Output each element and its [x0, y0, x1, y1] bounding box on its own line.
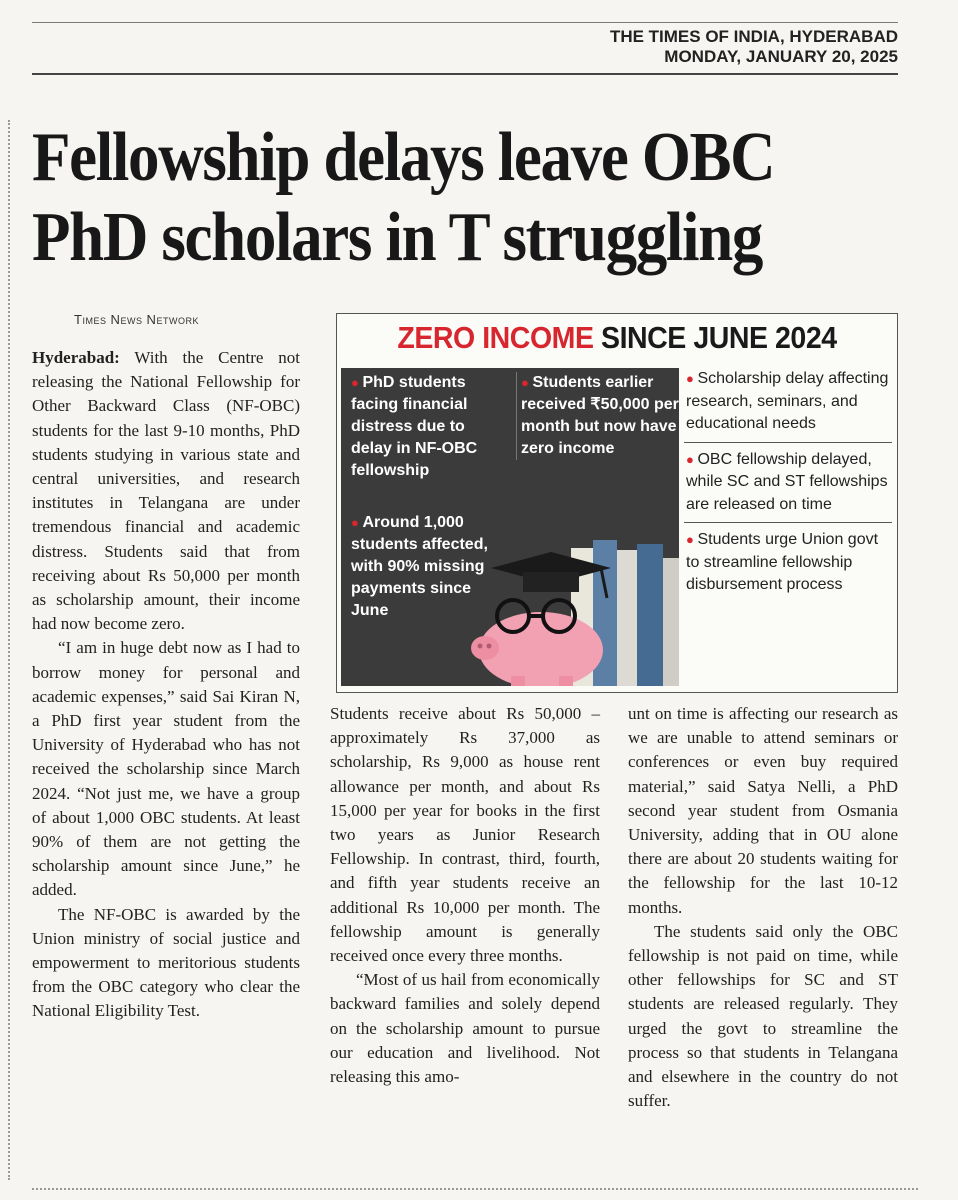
article-paragraph: “I am in huge debt now as I had to borrow money for personal and academic expenses,” said Sai Kiran N, a PhD first year student from the University of Hyderabad who has not received the scholarship since March 2024. “Not just me, we have a group of about 1,000 OBC students. At least 90% of them are not getting the scholarship amount since June,” he added. [32, 638, 300, 900]
article-column-3 [628, 702, 898, 1113]
infographic-side-bullet: ● Students urge Union govt to streamline fellowship disbursement process [686, 531, 879, 593]
left-dotted-border [8, 120, 10, 1180]
article-paragraph: “Most of us hail from economically backward families and solely depend on the scholarship amount to pursue our education and livelihood. Not releasing this amo- [330, 970, 600, 1087]
article-paragraph: Students receive about Rs 50,000 – approximately Rs 37,000 as scholarship, Rs 9,000 as house rent allowance per month, and about Rs 15,000 per year for books in the first two years as Junior Research Fellowship. In contrast, third, fourth, and fifth year students receive an additional Rs 10,000 per month. The fellowship amount is generally received once every three months. [330, 704, 600, 966]
piggy-bank-illustration [451, 538, 679, 686]
article-column-1 [32, 346, 300, 1024]
infographic-side-bullet-text: OBC fellowship delayed, while SC and ST fellowships are released on time [686, 450, 888, 513]
infographic-box [336, 313, 898, 693]
article-paragraph: The students said only the OBC fellowship is not paid on time, while other fellowships for SC and ST students are released regularly. They urged the govt to streamline the process so that students in Telangana and elsewhere in the country do not suffer. [628, 921, 898, 1111]
infographic-side-bullet-text: Students urge Union govt to streamline fellowship disbursement process [686, 531, 879, 593]
article-paragraph: The NF-OBC is awarded by the Union ministry of social justice and empowerment to meritorious students from the OBC category who clear the National Eligibility Test. [32, 904, 300, 1021]
infographic-side-list [684, 368, 892, 609]
article-column-2 [330, 702, 600, 1089]
infographic-bullet: ● Students earlier received ₹50,000 per month but now have zero income [516, 372, 679, 460]
infographic-title-highlight: ZERO INCOME [397, 320, 594, 355]
article-paragraph: unt on time is affecting our research as we are unable to attend seminars or conferences or even buy required material,” said Satya Nelli, a PhD second year student from Osmania University, adding that in OU alone there are about 20 students waiting for the fellowship for the last 10-12 months. [628, 704, 898, 917]
masthead-rule [32, 73, 898, 75]
infographic-side-bullet: ● OBC fellowship delayed, while SC and ST fellowships are released on time [684, 449, 892, 524]
infographic-bullet: ● PhD students facing financial distress due to delay in NF-OBC fellowship [351, 374, 478, 479]
infographic-bullet-text: Around 1,000 students affected, with 90% missing payments since June [351, 514, 488, 619]
masthead-paper: THE TIMES OF INDIA, HYDERABAD [609, 27, 898, 46]
headline [32, 118, 815, 278]
infographic-side-bullet-text: Scholarship delay affecting research, seminars, and educational needs [686, 370, 889, 432]
infographic-dark-panel [341, 368, 679, 686]
headline-line-2: PhD scholars in T struggling [32, 199, 763, 276]
byline: Times News Network [74, 312, 199, 327]
infographic-title [359, 320, 874, 356]
article-paragraph-text: With the Centre not releasing the National Fellowship for Other Backward Class (NF-OBC) students for the last 9-10 months, PhD students studying in various state and central universities, and research institutes in Telangana are under tremendous financial and academic distress. Students said that from receiving about Rs 50,000 per month as scholarship amount, their income had now become zero. [32, 348, 300, 634]
masthead [610, 27, 898, 67]
masthead-date: MONDAY, JANUARY 20, 2025 [664, 47, 898, 66]
infographic-bullet-text: Students earlier received ₹50,000 per month but now have zero income [521, 374, 679, 457]
infographic-bullet: ● Around 1,000 students affected, with 90% missing payments since June [351, 514, 488, 619]
infographic-side-bullet: ● Scholarship delay affecting research, seminars, and educational needs [684, 368, 892, 443]
headline-line-1: Fellowship delays leave OBC [32, 119, 775, 196]
infographic-title-rest: SINCE JUNE 2024 [593, 320, 837, 355]
bottom-dotted-border [32, 1188, 918, 1190]
infographic-bullet-text: PhD students facing financial distress due to delay in NF-OBC fellowship [351, 374, 478, 479]
piggy-bank-icon [471, 612, 603, 686]
dateline: Hyderabad: [32, 348, 120, 367]
top-rule [32, 22, 898, 23]
article-paragraph [32, 346, 300, 636]
